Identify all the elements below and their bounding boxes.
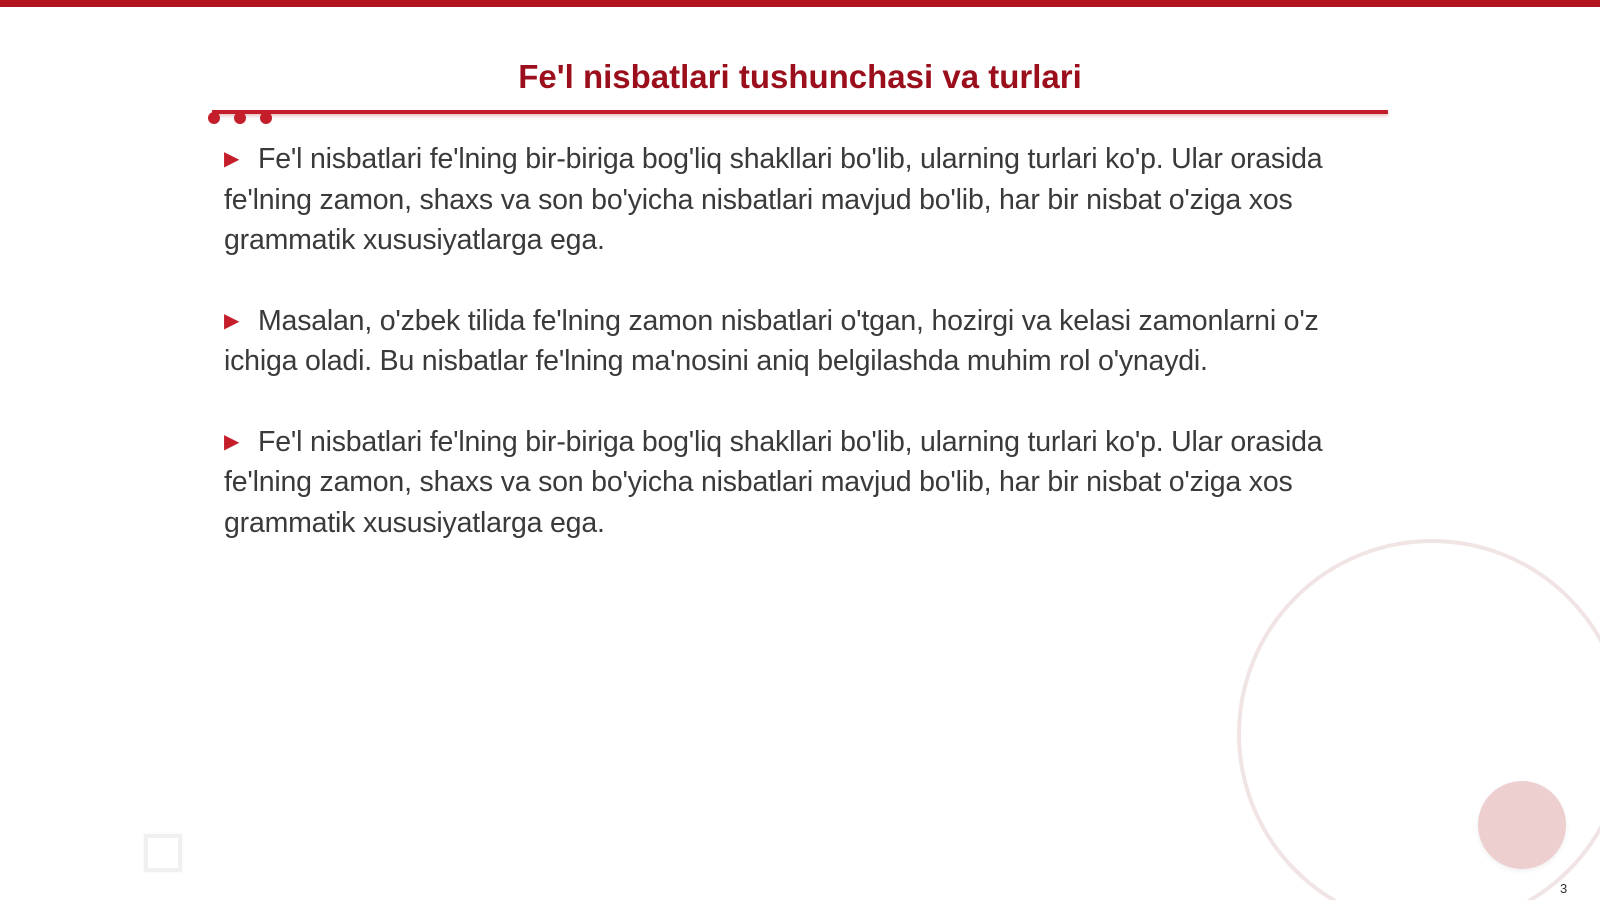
top-accent-bar bbox=[0, 0, 1600, 7]
bullet-item bbox=[224, 301, 1384, 382]
bullet-item bbox=[224, 139, 1384, 261]
bullet-item bbox=[224, 422, 1384, 544]
triangle-right-icon: ▶ bbox=[224, 309, 240, 332]
title-underline bbox=[212, 110, 1388, 114]
title-dot bbox=[208, 112, 220, 124]
title-dot bbox=[234, 112, 246, 124]
title-dot bbox=[260, 112, 272, 124]
triangle-right-icon: ▶ bbox=[224, 430, 240, 453]
decorative-square bbox=[144, 834, 182, 872]
bullet-list bbox=[224, 139, 1384, 583]
bullet-text: Fe'l nisbatlari fe'lning bir-biriga bog'liq shakllari bo'lib, ularning turlari ko'p. Ular orasida fe'lning zamon, shaxs va son bo'yicha nisbatlari mavjud bo'lib, har bir nisbat o'ziga xos grammatik xususiyatlarga ega. bbox=[224, 143, 1323, 256]
bullet-text: Fe'l nisbatlari fe'lning bir-biriga bog'liq shakllari bo'lib, ularning turlari ko'p. Ular orasida fe'lning zamon, shaxs va son bo'yicha nisbatlari mavjud bo'lib, har bir nisbat o'ziga xos grammatik xususiyatlarga ega. bbox=[224, 425, 1323, 539]
slide-title: Fe'l nisbatlari tushunchasi va turlari bbox=[518, 58, 1082, 95]
bullet-text: Masalan, o'zbek tilida fe'lning zamon nisbatlari o'tgan, hozirgi va kelasi zamonlarni o'z ichiga oladi. Bu nisbatlar fe'lning ma'nosini aniq belgilashda muhim rol o'ynaydi. bbox=[224, 304, 1319, 377]
decorative-circle bbox=[1478, 781, 1566, 869]
triangle-right-icon: ▶ bbox=[224, 148, 240, 170]
page-number: 3 bbox=[1560, 881, 1568, 896]
